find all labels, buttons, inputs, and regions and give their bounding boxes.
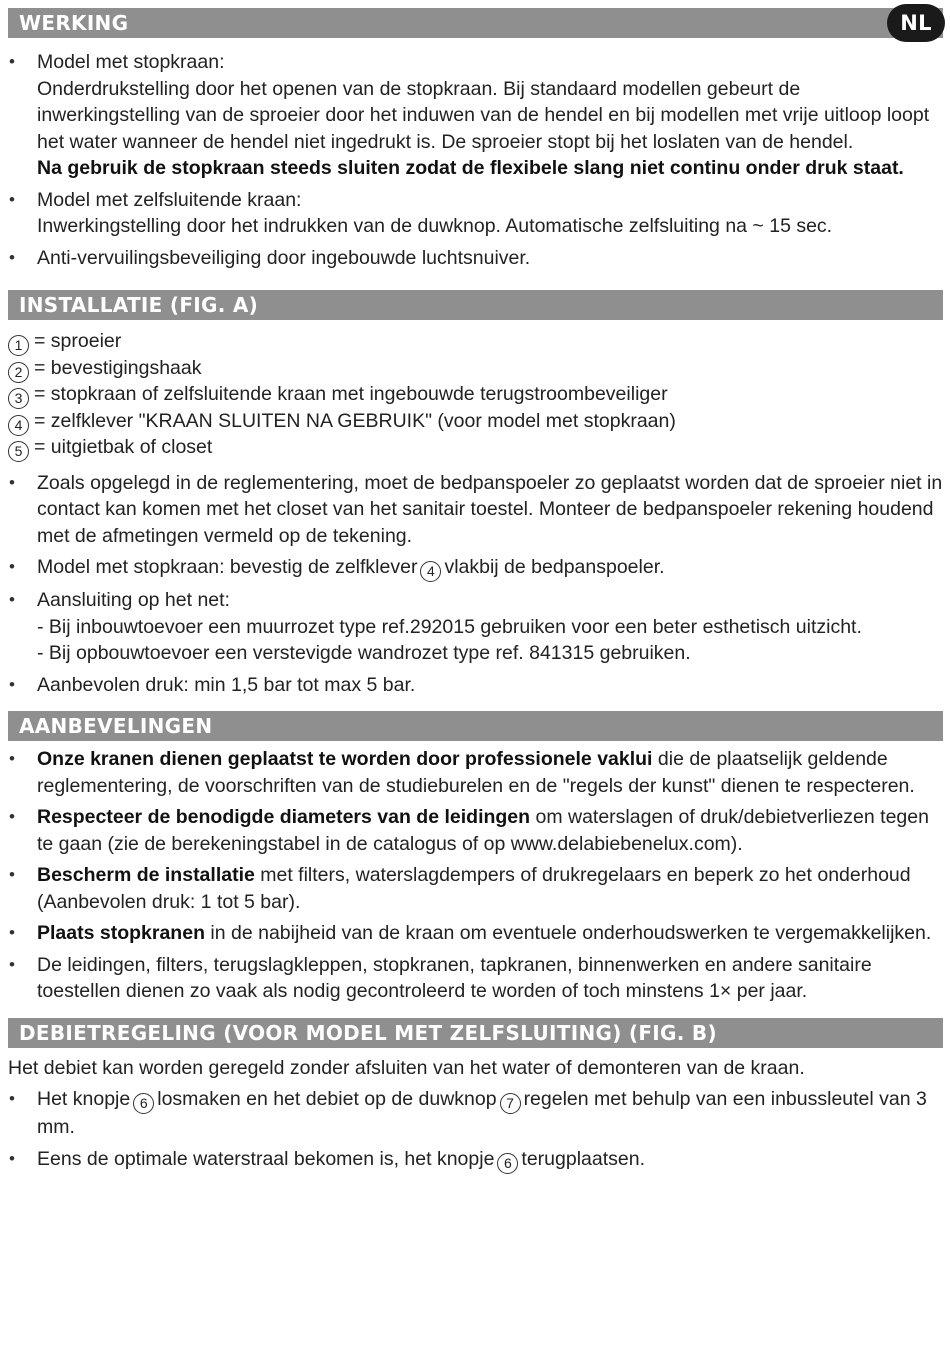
circled-number: 6 xyxy=(133,1093,154,1114)
item-text: die de plaatselijk geldende reglementering, de voorschriften van de studieburelen en de "regels der kunst" dienen te respecteren. xyxy=(37,748,915,797)
list-item xyxy=(8,862,943,915)
item-text: Anti-vervuilingsbeveiliging door ingebouwde luchtsnuiver. xyxy=(37,246,531,269)
item-text: vlakbij de bedpanspoeler. xyxy=(444,556,665,578)
circled-number: 4 xyxy=(420,561,441,582)
circled-number: 2 xyxy=(8,362,29,383)
legend-text: = sproeier xyxy=(34,330,122,352)
circled-number: 7 xyxy=(500,1093,521,1114)
item-text: Onderdrukstelling door het openen van de stopkraan. Bij standaard modellen gebeurt de inwerkingstelling van de sproeier door het induwen van de hendel en bij modellen met vrije uitloop loopt het water wanneer de hendel niet ingedrukt is. De sproeier stopt bij het loslaten van de hendel. xyxy=(37,77,930,153)
item-bold: Plaats stopkranen xyxy=(37,922,205,944)
item-text: Het knopje xyxy=(37,1088,131,1110)
circled-number: 5 xyxy=(8,441,29,462)
list-item xyxy=(8,187,943,240)
list-item xyxy=(8,746,943,799)
section-title: AANBEVELINGEN xyxy=(19,714,213,738)
list-item xyxy=(8,920,943,947)
section-title: WERKING xyxy=(19,11,129,35)
list-item xyxy=(8,470,943,550)
language-badge: NL xyxy=(887,4,945,42)
debietregeling-list xyxy=(8,1086,943,1174)
legend-row xyxy=(8,381,943,408)
legend-text: = uitgietbak of closet xyxy=(34,436,213,458)
item-bold: Bescherm de installatie xyxy=(37,864,255,886)
item-text: om waterslagen of druk/debietverliezen tegen te gaan (zie de berekeningstabel in de catalogus of op www.delabiebenelux.com). xyxy=(37,806,929,855)
item-text: terugplaatsen. xyxy=(521,1147,646,1170)
legend-text: = bevestigingshaak xyxy=(34,356,202,379)
legend-row xyxy=(8,328,943,355)
item-text: Zoals opgelegd in de reglementering, moet de bedpanspoeler zo geplaatst worden dat de sproeier niet in contact kan komen met het closet van het sanitair toestel. Monteer de bedpanspoeler rekening houdend met de afmetingen vermeld op de tekening. xyxy=(37,471,943,547)
list-item xyxy=(8,49,943,182)
item-bold: Respecteer de benodigde diameters van de leidingen xyxy=(37,806,531,828)
item-text: regelen met behulp van een inbussleutel van 3 mm. xyxy=(37,1088,927,1138)
item-subtext: - Bij inbouwtoevoer een muurrozet type ref.292015 gebruiken voor een beter esthetisch uitzicht. xyxy=(37,615,862,638)
item-heading: • Aansluiting op het net: xyxy=(37,589,230,611)
section-title: DEBIETREGELING (VOOR MODEL MET ZELFSLUITING) (FIG. B) xyxy=(19,1020,717,1045)
legend-text: = zelfklever "KRAAN SLUITEN NA GEBRUIK" (voor model met stopkraan) xyxy=(34,409,676,432)
section-title: INSTALLATIE (FIG. A) xyxy=(19,293,259,317)
legend-text: = stopkraan of zelfsluitende kraan met ingebouwde terugstroombeveiliger xyxy=(34,383,668,405)
installatie-list xyxy=(8,470,943,699)
item-text: Eens de optimale waterstraal bekomen is, het knopje xyxy=(37,1147,495,1170)
intro-text: Het debiet kan worden geregeld zonder afsluiten van het water of demonteren van de kraan. xyxy=(8,1056,805,1079)
section-header-aanbevelingen xyxy=(8,711,943,741)
section-header-debietregeling xyxy=(8,1018,943,1048)
list-item xyxy=(8,952,943,1005)
list-item xyxy=(8,1146,943,1174)
circled-number: 4 xyxy=(8,415,29,436)
circled-number: 6 xyxy=(497,1153,518,1174)
figure-legend xyxy=(8,328,943,461)
item-text: met filters, waterslagdempers of drukregelaars en beperk zo het onderhoud (Aanbevolen druk: 1 tot 5 bar). xyxy=(37,864,911,913)
item-heading: • Model met zelfsluitende kraan: xyxy=(37,188,302,211)
item-heading: • Model met stopkraan: xyxy=(37,51,225,73)
circled-number: 3 xyxy=(8,388,29,409)
item-text: in de nabijheid van de kraan om eventuele onderhoudswerken te vergemakkelijken. xyxy=(204,922,932,944)
legend-row xyxy=(8,355,943,382)
item-bold: Onze kranen dienen geplaatst te worden door professionele vaklui xyxy=(37,748,653,770)
item-text: De leidingen, filters, terugslagkleppen, stopkranen, tapkranen, binnenwerken en andere sanitaire toestellen dienen zo vaak als nodig gecontroleerd te worden of toch minstens 1× per jaar. xyxy=(37,953,872,1002)
list-item xyxy=(8,554,943,582)
list-item xyxy=(8,672,943,699)
item-text: Inwerkingstelling door het indrukken van de duwknop. Automatische zelfsluiting na ~ 15 sec. xyxy=(37,215,833,237)
item-text: Model met stopkraan: bevestig de zelfklever xyxy=(37,556,418,578)
warning-text: Na gebruik de stopkraan steeds sluiten zodat de flexibele slang niet continu onder druk staat. xyxy=(37,157,904,179)
page xyxy=(8,8,943,1179)
list-item xyxy=(8,804,943,857)
section-header-installatie xyxy=(8,290,943,320)
legend-row xyxy=(8,434,943,461)
circled-number: 1 xyxy=(8,335,29,356)
item-text: Aanbevolen druk: min 1,5 bar tot max 5 bar. xyxy=(37,673,416,696)
list-item xyxy=(8,245,943,272)
section-header-werking xyxy=(8,8,943,38)
aanbevelingen-list xyxy=(8,746,943,1005)
list-item xyxy=(8,1086,943,1141)
legend-row xyxy=(8,408,943,435)
item-subtext: - Bij opbouwtoevoer een verstevigde wandrozet type ref. 841315 gebruiken. xyxy=(37,642,691,664)
item-text: losmaken en het debiet op de duwknop xyxy=(157,1088,497,1110)
werking-list xyxy=(8,49,943,271)
list-item xyxy=(8,587,943,667)
